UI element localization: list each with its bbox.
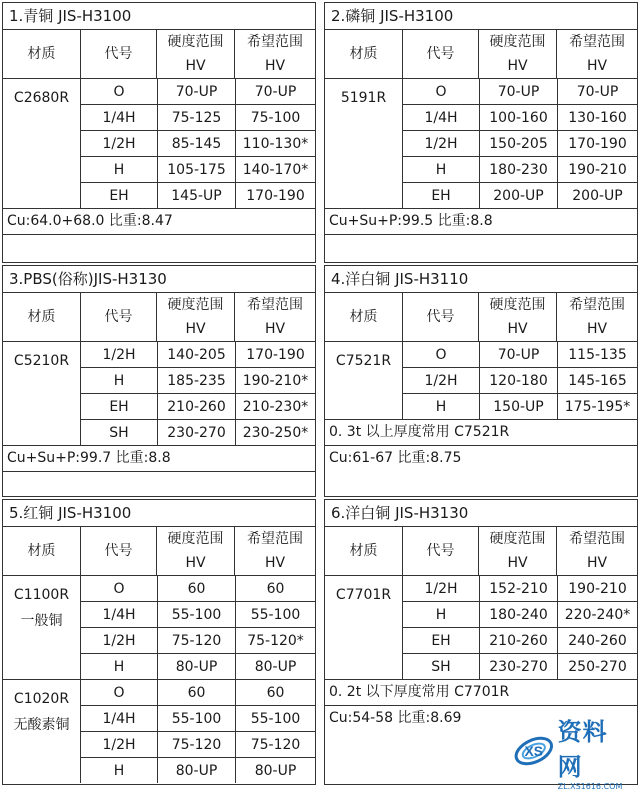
header-code: 代号: [403, 30, 479, 79]
row-hope: 230-250*: [235, 420, 315, 445]
header-hardness-unit: HV: [185, 555, 206, 571]
header-material: 材质: [325, 293, 403, 342]
row-hope: 55-100: [235, 706, 315, 732]
spec-table: [3, 30, 315, 208]
header-hardness-unit: HV: [507, 321, 528, 337]
row-code: O: [403, 342, 479, 368]
row-hardness: 145-UP: [157, 183, 235, 208]
row-hardness: 200-UP: [479, 183, 557, 208]
material-name: 5191R: [340, 90, 387, 106]
material-cell: [3, 342, 81, 445]
row-hardness: 70-UP: [479, 342, 557, 368]
spec-panel: [324, 2, 638, 263]
row-hope: 75-120: [235, 732, 315, 758]
header-hope-unit: HV: [586, 321, 608, 337]
material-name: C1020R: [13, 691, 70, 707]
row-code: 1/2H: [81, 732, 157, 758]
row-code: 1/4H: [81, 105, 157, 131]
row-hardness: 80-UP: [157, 758, 235, 783]
row-code: 1/4H: [81, 602, 157, 628]
row-code: H: [435, 398, 447, 415]
header-hope: [557, 527, 637, 576]
header-hardness-label: 硬度范围: [489, 297, 546, 313]
header-hardness-unit: HV: [185, 58, 206, 74]
row-hope: 80-UP: [235, 654, 315, 680]
row-code: O: [403, 79, 479, 105]
row-code: H: [403, 157, 479, 183]
header-hope-unit: HV: [264, 58, 286, 74]
row-code: 1/4H: [403, 105, 479, 131]
row-code: H: [81, 157, 157, 183]
material-name: C5210R: [13, 353, 70, 369]
header-code: 代号: [403, 527, 479, 576]
row-hardness: 180-230: [479, 157, 557, 183]
header-hardness-label: 硬度范围: [167, 297, 224, 313]
header-material: 材质: [325, 527, 403, 576]
header-material: 材质: [3, 30, 81, 79]
row-hardness: 75-120: [157, 732, 235, 758]
row-code: O: [81, 680, 157, 706]
row-hope: 130-160: [557, 105, 637, 131]
row-hardness: 60: [157, 576, 235, 602]
row-hardness: 80-UP: [157, 654, 235, 680]
row-hardness: 210-260: [157, 394, 235, 420]
spec-table: [325, 30, 637, 208]
row-hardness: 140-205: [157, 342, 235, 368]
row-hardness: 150-UP: [479, 394, 557, 419]
header-hardness-label: 硬度范围: [167, 34, 224, 50]
row-hope: 75-120*: [235, 628, 315, 654]
spec-table: [3, 293, 315, 445]
header-hardness: [479, 527, 557, 576]
row-hope: 75-100: [235, 105, 315, 131]
blank-row: [3, 471, 315, 496]
row-code: 1/2H: [81, 628, 157, 654]
row-hardness: 75-120: [157, 628, 235, 654]
header-hope-unit: HV: [264, 321, 286, 337]
row-hardness: 185-235: [157, 368, 235, 394]
header-hardness: [157, 527, 235, 576]
watermark-text: 资料网: [557, 717, 608, 781]
panel-title: 5.红铜 JIS-H3100: [3, 500, 315, 527]
row-hope: 170-190: [235, 342, 315, 368]
row-hardness: 70-UP: [157, 79, 235, 105]
row-hardness: 55-100: [157, 602, 235, 628]
header-hope-label: 希望范围: [247, 34, 303, 50]
header-hardness-unit: HV: [507, 58, 528, 74]
row-hope: 175-195*: [557, 394, 637, 419]
material-name: C2680R: [13, 90, 70, 106]
row-code: H: [403, 602, 479, 628]
spec-table: [325, 293, 637, 419]
blank-row: [325, 234, 637, 259]
row-hope: 145-165: [557, 368, 637, 394]
panel-title: 4.洋白铜 JIS-H3110: [325, 266, 637, 293]
row-hope: 250-270: [557, 654, 637, 679]
row-hope: 60: [235, 576, 315, 602]
row-hardness: 105-175: [157, 157, 235, 183]
blank-row: [3, 234, 315, 259]
header-hardness: [157, 293, 235, 342]
watermark: [512, 717, 632, 791]
row-hope: 70-UP: [235, 79, 315, 105]
header-hope: [235, 527, 315, 576]
spec-panel: [2, 2, 316, 263]
header-code: 代号: [81, 30, 157, 79]
panel-note: 0. 2t 以下厚度常用 C7701R: [325, 679, 637, 705]
header-material: 材质: [3, 527, 81, 576]
header-hope-unit: HV: [586, 555, 608, 571]
row-code: 1/2H: [403, 131, 479, 157]
header-hardness-unit: HV: [185, 321, 206, 337]
panel-note: Cu+Su+P:99.7 比重:8.8: [3, 445, 315, 471]
row-hardness: 70-UP: [479, 79, 557, 105]
row-code: EH: [81, 394, 157, 420]
row-hardness: 85-145: [157, 131, 235, 157]
row-code: H: [81, 654, 157, 680]
panel-title: 1.青铜 JIS-H3100: [3, 3, 315, 30]
header-hope: [557, 30, 637, 79]
panel-title: 6.洋白铜 JIS-H3130: [325, 500, 637, 527]
row-hope: 190-210: [557, 576, 637, 602]
header-hope-label: 希望范围: [247, 297, 303, 313]
material-cell: [325, 342, 403, 419]
header-hardness: [479, 30, 557, 79]
panel-note: Cu+Su+P:99.5 比重:8.8: [325, 208, 637, 234]
spec-panel: [2, 265, 316, 497]
material-cell: [3, 680, 81, 783]
spec-table: [3, 527, 315, 783]
row-hope: 55-100: [235, 602, 315, 628]
spec-panel: [2, 499, 316, 785]
header-code: 代号: [81, 527, 157, 576]
panel-note: Cu:61-67 比重:8.75: [325, 445, 637, 471]
row-hope: 80-UP: [235, 758, 315, 783]
row-hope: 200-UP: [557, 183, 637, 208]
header-hope-label: 希望范围: [569, 531, 625, 547]
header-hardness: [479, 293, 557, 342]
header-hardness-label: 硬度范围: [167, 531, 224, 547]
row-hope: 140-170*: [235, 157, 315, 183]
row-hardness: 75-125: [157, 105, 235, 131]
row-code: EH: [403, 628, 479, 654]
row-hardness: 230-270: [157, 420, 235, 445]
row-hope: 115-135: [557, 342, 637, 368]
row-hardness: 60: [157, 680, 235, 706]
material-cell: [3, 79, 81, 208]
panel-note: 0. 3t 以上厚度常用 C7521R: [325, 419, 637, 445]
row-hope: 60: [235, 680, 315, 706]
row-code: 1/4H: [81, 706, 157, 732]
xs-swirl-logo-icon: [512, 729, 556, 773]
panel-title: 2.磷铜 JIS-H3100: [325, 3, 637, 30]
row-hardness: 230-270: [479, 654, 557, 679]
row-hope: 190-210: [557, 157, 637, 183]
row-code: 1/2H: [403, 368, 479, 394]
panel-note: Cu:64.0+68.0 比重:8.47: [3, 208, 315, 234]
header-hope: [557, 293, 637, 342]
header-hardness-label: 硬度范围: [489, 531, 546, 547]
material-name: C1100R: [13, 587, 70, 603]
material-cell: [325, 79, 403, 208]
header-code: 代号: [403, 293, 479, 342]
header-hope-label: 希望范围: [569, 34, 625, 50]
row-code: O: [81, 576, 157, 602]
header-hope-unit: HV: [586, 58, 608, 74]
header-hardness-unit: HV: [507, 555, 528, 571]
row-code: EH: [109, 187, 129, 204]
row-hardness: 210-260: [479, 628, 557, 654]
row-hardness: 150-205: [479, 131, 557, 157]
material-subname: 无酸素铜: [13, 717, 70, 733]
row-hope: 210-230*: [235, 394, 315, 420]
material-name: C7521R: [335, 353, 392, 369]
row-hope: 190-210*: [235, 368, 315, 394]
header-hope: [235, 30, 315, 79]
row-code: 1/2H: [403, 576, 479, 602]
row-code: SH: [109, 424, 129, 441]
header-material: 材质: [325, 30, 403, 79]
row-code: O: [81, 79, 157, 105]
row-hardness: 152-210: [479, 576, 557, 602]
row-hope: 240-260: [557, 628, 637, 654]
row-code: H: [113, 762, 125, 779]
panel-title: 3.PBS(俗称)JIS-H3130: [3, 266, 315, 293]
row-code: H: [81, 368, 157, 394]
header-hope-label: 希望范围: [569, 297, 625, 313]
row-hope: 220-240*: [557, 602, 637, 628]
spec-panel: [324, 265, 638, 497]
row-code: SH: [431, 658, 451, 675]
watermark-url: ZL.XS1616.COM: [557, 781, 623, 791]
row-hardness: 180-240: [479, 602, 557, 628]
header-hope-unit: HV: [264, 555, 286, 571]
row-hope: 110-130*: [235, 131, 315, 157]
header-hope-label: 希望范围: [247, 531, 303, 547]
material-cell: [3, 576, 81, 680]
header-material: 材质: [3, 293, 81, 342]
row-hardness: 120-180: [479, 368, 557, 394]
row-code: EH: [431, 187, 451, 204]
row-hardness: 55-100: [157, 706, 235, 732]
row-hope: 170-190: [235, 183, 315, 208]
material-name: C7701R: [335, 587, 392, 603]
panel-note: Cu:54-58 比重:8.69: [325, 705, 637, 731]
spec-table: [325, 527, 637, 679]
row-code: 1/2H: [81, 131, 157, 157]
header-hardness: [157, 30, 235, 79]
material-cell: [325, 576, 403, 679]
material-subname: 一般铜: [20, 613, 63, 629]
header-hardness-label: 硬度范围: [489, 34, 546, 50]
row-code: 1/2H: [81, 342, 157, 368]
row-hardness: 100-160: [479, 105, 557, 131]
svg-text:XS: XS: [524, 742, 544, 759]
row-hope: 170-190: [557, 131, 637, 157]
header-code: 代号: [81, 293, 157, 342]
row-hope: 70-UP: [557, 79, 637, 105]
header-hope: [235, 293, 315, 342]
